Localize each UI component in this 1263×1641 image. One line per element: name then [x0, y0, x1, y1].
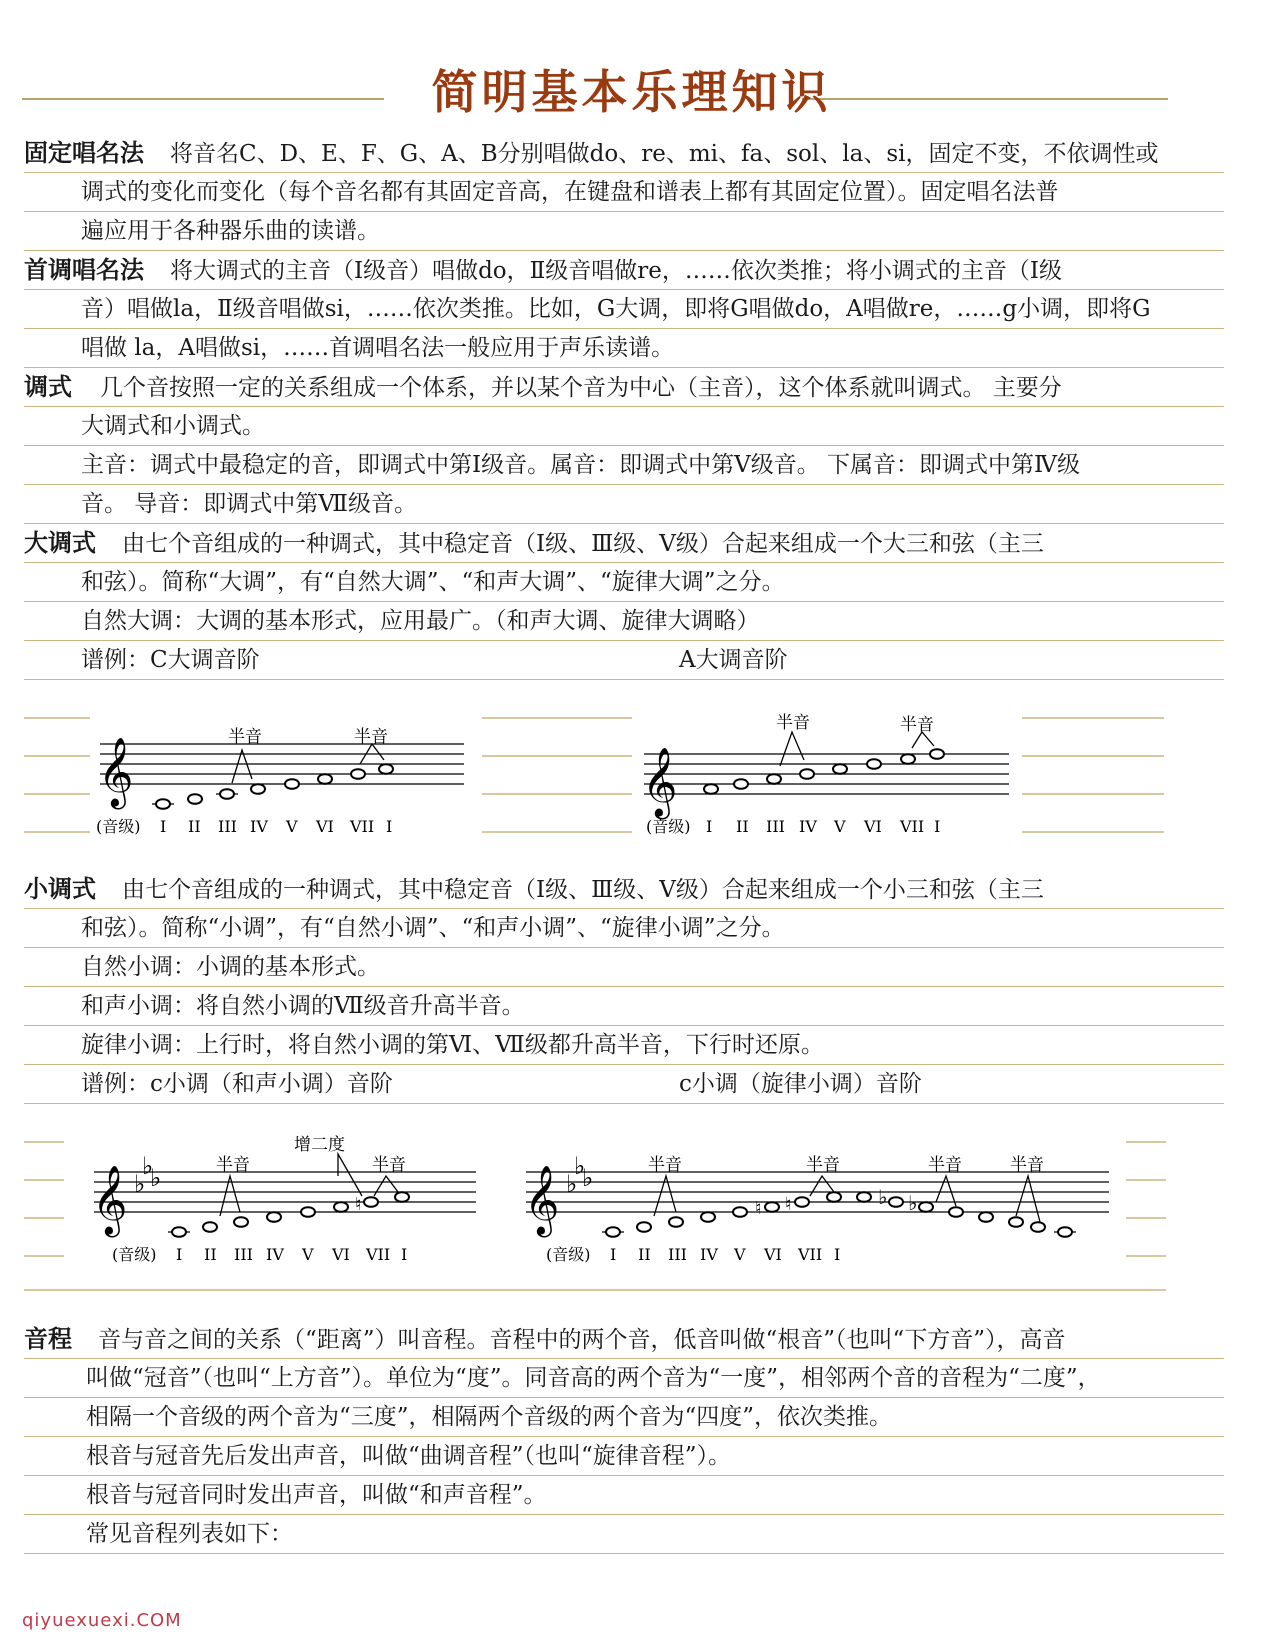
- note: [234, 1217, 248, 1227]
- degree-label: I: [834, 1245, 841, 1264]
- note: [301, 1207, 315, 1217]
- half-step-label: 半音: [648, 1155, 682, 1175]
- major-scales-figure: [24, 680, 1224, 840]
- degree-label: VI: [316, 817, 334, 836]
- flat-icon: ♭: [566, 1170, 578, 1198]
- degree-label: IV: [700, 1245, 718, 1264]
- degree-label: I: [706, 817, 713, 836]
- minor-example-right: c小调（旋律小调）音阶: [679, 1071, 922, 1097]
- note: [267, 1212, 281, 1222]
- interval-line-1: [24, 1320, 1224, 1359]
- note: [395, 1192, 409, 1202]
- degree-label: I: [386, 817, 393, 836]
- interval-text-1: 音与音之间的关系（“距离”）叫音程。音程中的两个音，低音叫做“根音”（也叫“下方音”），高音: [98, 1327, 1066, 1353]
- note: [1031, 1222, 1045, 1232]
- note: [203, 1222, 217, 1232]
- aug-second-label: 增二度: [294, 1135, 345, 1155]
- mode-line-2: 大调式和小调式。: [24, 407, 1224, 446]
- fixed-do-term: 固定唱名法: [24, 138, 144, 167]
- note: [318, 774, 332, 784]
- half-step-marker: [780, 732, 804, 766]
- note: [889, 1197, 903, 1207]
- note: [156, 799, 170, 809]
- content: [24, 134, 1224, 1554]
- note: [1058, 1227, 1072, 1237]
- movable-do-line-3: 唱做 la，A唱做si，……首调唱名法一般应用于声乐读谱。: [24, 329, 1224, 368]
- half-step-marker: [232, 750, 252, 783]
- aug-second-marker: [338, 1154, 362, 1196]
- c-melodic-minor-staff: [524, 1152, 1109, 1264]
- degree-label: VI: [864, 817, 882, 836]
- half-step-marker: [374, 1176, 398, 1196]
- fixed-do-line-2: 调式的变化而变化（每个音名都有其固定音高，在键盘和谱表上都有其固定位置）。固定唱名法普: [24, 173, 1224, 212]
- note: [172, 1227, 186, 1237]
- half-step-label: 半音: [228, 727, 262, 747]
- minor-text-1: 由七个音组成的一种调式，其中稳定音（Ⅰ级、Ⅲ级、Ⅴ级）合起来组成一个小三和弦（主三: [122, 877, 1044, 903]
- fixed-do-line-1: [24, 134, 1224, 173]
- major-scales-svg: [24, 680, 1184, 840]
- half-step-marker: [1016, 1176, 1040, 1222]
- degree-prefix: (音级): [96, 817, 141, 836]
- note: [637, 1222, 651, 1232]
- note: [364, 1197, 378, 1207]
- degree-label: I: [934, 817, 941, 836]
- major-line-2: 和弦）。简称“大调”，有“自然大调”、“和声大调”、“旋律大调”之分。: [24, 563, 1224, 602]
- minor-scales-figure: [24, 1104, 1224, 1294]
- degree-label: III: [766, 817, 785, 836]
- note: [701, 1212, 715, 1222]
- degree-label: VII: [900, 817, 925, 836]
- note: [919, 1202, 933, 1212]
- degree-prefix: (音级): [546, 1245, 591, 1264]
- title-area: [0, 62, 1263, 122]
- treble-clef-icon: 𝄞: [524, 1165, 560, 1235]
- note: [949, 1207, 963, 1217]
- major-example-line: [24, 641, 1224, 680]
- note: [979, 1212, 993, 1222]
- interval-line-5: 根音与冠音同时发出声音，叫做“和声音程”。: [24, 1476, 1224, 1515]
- half-step-label: 半音: [776, 713, 810, 733]
- treble-clef-icon: 𝄞: [92, 1165, 128, 1235]
- degree-label: I: [401, 1245, 408, 1264]
- major-term: 大调式: [24, 528, 96, 557]
- a-major-staff: [642, 713, 1009, 836]
- degree-label: III: [668, 1245, 687, 1264]
- movable-do-line-1: [24, 251, 1224, 290]
- note: [733, 1207, 747, 1217]
- major-example-right: A大调音阶: [679, 647, 788, 673]
- flat-icon: ♭: [142, 1152, 154, 1180]
- note: [606, 1227, 620, 1237]
- interval-line-4: 根音与冠音先后发出声音，叫做“曲调音程”（也叫“旋律音程”）。: [24, 1437, 1224, 1476]
- interval-line-2: 叫做“冠音”（也叫“上方音”）。单位为“度”。同音高的两个音为“一度”，相邻两个音的音程为“二度”，: [24, 1359, 1224, 1398]
- note: [767, 774, 781, 784]
- note: [1009, 1217, 1023, 1227]
- margin-rules: [24, 718, 1164, 832]
- minor-line-3: 自然小调：小调的基本形式。: [24, 948, 1224, 987]
- flat-icon: ♭: [150, 1164, 162, 1192]
- degree-label: VI: [764, 1245, 782, 1264]
- degree-label: VI: [332, 1245, 350, 1264]
- mode-line-1: [24, 368, 1224, 407]
- flat-icon: ♭: [574, 1152, 586, 1180]
- note: [867, 759, 881, 769]
- degree-prefix: (音级): [112, 1245, 157, 1264]
- major-line-1: [24, 524, 1224, 563]
- major-text-1: 由七个音组成的一种调式，其中稳定音（Ⅰ级、Ⅲ级、Ⅴ级）合起来组成一个大三和弦（主三: [122, 531, 1044, 557]
- note: [220, 789, 234, 799]
- c-harmonic-minor-staff: [92, 1135, 476, 1264]
- half-step-label: 半音: [806, 1155, 840, 1175]
- minor-scales-svg: [24, 1104, 1184, 1294]
- spacer: [24, 1294, 1224, 1320]
- interval-term: 音程: [24, 1324, 72, 1353]
- mode-line-3: 主音：调式中最稳定的音，即调式中第Ⅰ级音。属音：即调式中第Ⅴ级音。 下属音：即调式中第Ⅳ级: [24, 446, 1224, 485]
- note: [704, 784, 718, 794]
- treble-clef-icon: 𝄞: [642, 747, 678, 817]
- movable-do-term: 首调唱名法: [24, 255, 144, 284]
- degree-label: I: [176, 1245, 183, 1264]
- mode-line-4: 音。 导音：即调式中第Ⅶ级音。: [24, 485, 1224, 524]
- degree-label: II: [638, 1245, 651, 1264]
- minor-line-2: 和弦）。简称“小调”，有“自然小调”、“和声小调”、“旋律小调”之分。: [24, 909, 1224, 948]
- half-step-label: 半音: [900, 715, 934, 735]
- note: [334, 1202, 348, 1212]
- note: [379, 764, 393, 774]
- degree-label: I: [610, 1245, 617, 1264]
- note: [669, 1217, 683, 1227]
- natural-icon: ♮: [355, 1194, 362, 1215]
- mode-term: 调式: [24, 372, 72, 401]
- half-step-label: 半音: [354, 727, 388, 747]
- spacer: [24, 840, 1224, 870]
- degree-label: III: [218, 817, 237, 836]
- half-step-label: 半音: [928, 1155, 962, 1175]
- degree-label: II: [204, 1245, 217, 1264]
- note: [351, 769, 365, 779]
- page-title: 简明基本乐理知识: [431, 65, 832, 119]
- movable-do-text-1: 将大调式的主音（Ⅰ级音）唱做do，Ⅱ级音唱做re，……依次类推；将小调式的主音（Ⅰ级: [170, 258, 1062, 284]
- interval-line-6: 常见音程列表如下：: [24, 1515, 1224, 1554]
- minor-line-1: [24, 870, 1224, 909]
- mode-text-1: 几个音按照一定的关系组成一个体系，并以某个音为中心（主音），这个体系就叫调式。 主要分: [100, 375, 1062, 401]
- note: [795, 1197, 809, 1207]
- note: [734, 779, 748, 789]
- minor-line-5: 旋律小调：上行时，将自然小调的第Ⅵ、Ⅶ级都升高半音，下行时还原。: [24, 1026, 1224, 1065]
- half-step-label: 半音: [372, 1155, 406, 1175]
- c-major-staff: [96, 727, 464, 836]
- minor-example-line: [24, 1065, 1224, 1104]
- note: [833, 764, 847, 774]
- note: [857, 1192, 871, 1202]
- major-line-3: 自然大调：大调的基本形式，应用最广。（和声大调、旋律大调略）: [24, 602, 1224, 641]
- fixed-do-text-1: 将音名C、D、E、F、G、A、B分别唱做do、re、mi、fa、sol、la、si，固定不变，不依调性或: [170, 141, 1159, 167]
- note: [901, 754, 915, 764]
- major-example-left: 谱例：C大调音阶: [81, 647, 260, 673]
- fixed-do-line-3: 遍应用于各种器乐曲的读谱。: [24, 212, 1224, 251]
- half-step-label: 半音: [216, 1155, 250, 1175]
- note: [188, 794, 202, 804]
- flat-icon: ♭: [908, 1191, 918, 1215]
- flat-icon: ♭: [582, 1164, 594, 1192]
- degree-prefix: (音级): [646, 817, 691, 836]
- watermark: qiyuexuexi.COM: [22, 1610, 182, 1631]
- natural-icon: ♮: [755, 1198, 762, 1219]
- natural-icon: ♮: [785, 1194, 792, 1215]
- note: [251, 784, 265, 794]
- note: [930, 749, 944, 759]
- note: [285, 779, 299, 789]
- minor-term: 小调式: [24, 874, 96, 903]
- note: [827, 1192, 841, 1202]
- degree-label: I: [160, 817, 167, 836]
- interval-line-3: 相隔一个音级的两个音为“三度”，相隔两个音级的两个音为“四度”，依次类推。: [24, 1398, 1224, 1437]
- degree-label: V: [286, 817, 298, 836]
- degree-label: II: [188, 817, 201, 836]
- flat-icon: ♭: [878, 1185, 888, 1209]
- margin-rules: [24, 1142, 1166, 1290]
- degree-label: IV: [250, 817, 268, 836]
- half-step-label: 半音: [1010, 1155, 1044, 1175]
- degree-label: VII: [366, 1245, 391, 1264]
- degree-label: IV: [799, 817, 817, 836]
- degree-label: VII: [350, 817, 375, 836]
- flat-icon: ♭: [134, 1170, 146, 1198]
- minor-line-4: 和声小调：将自然小调的Ⅶ级音升高半音。: [24, 987, 1224, 1026]
- minor-example-left: 谱例：c小调（和声小调）音阶: [81, 1071, 393, 1097]
- note: [765, 1202, 779, 1212]
- degree-label: V: [302, 1245, 314, 1264]
- note: [800, 769, 814, 779]
- degree-label: V: [834, 817, 846, 836]
- degree-label: V: [734, 1245, 746, 1264]
- movable-do-line-2: 音）唱做la，Ⅱ级音唱做si，……依次类推。比如，G大调，即将G唱做do，A唱做re，……g小调，即将G: [24, 290, 1224, 329]
- degree-label: II: [736, 817, 749, 836]
- degree-label: IV: [266, 1245, 284, 1264]
- degree-label: III: [234, 1245, 253, 1264]
- degree-label: VII: [798, 1245, 823, 1264]
- treble-clef-icon: 𝄞: [98, 737, 134, 807]
